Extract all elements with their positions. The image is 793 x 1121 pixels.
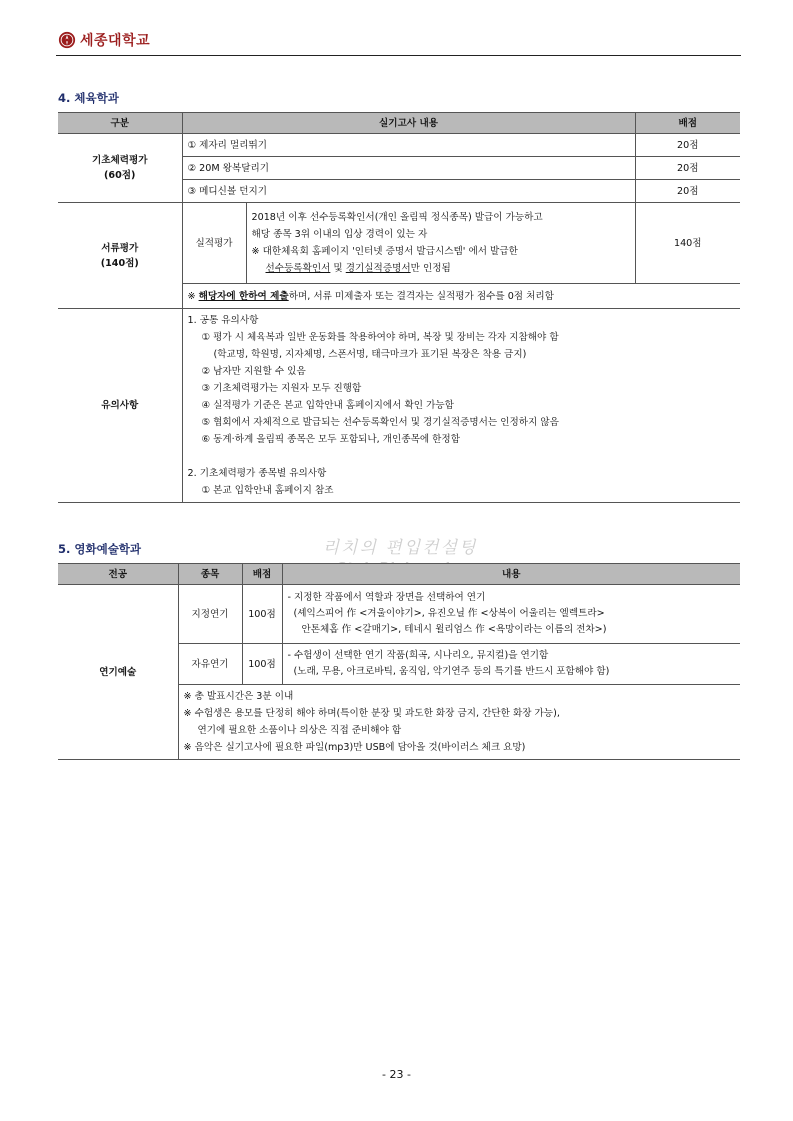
assigned-acting-content: - 지정한 작품에서 역할과 장면을 선택하여 연기 (셰익스피어 作 <겨울이야기>, 유진오닐 作 <상복이 어울리는 엘렉트라> 안톤체홉 作 <갈매기>, 테네시 윌리엄스 作 <욕망이라는 이름의 전차>) — [282, 585, 740, 644]
free-acting-label: 자유연기 — [178, 644, 242, 685]
section-5-title: 5. 영화예술학과 — [58, 542, 142, 556]
registration-cert-text: 선수등록확인서 — [265, 263, 331, 274]
notice-label: 유의사항 — [58, 309, 182, 503]
section-5-table — [58, 563, 740, 760]
basic-item-3-score: 20점 — [635, 180, 740, 203]
table-row — [58, 203, 740, 284]
free-acting-score: 100점 — [242, 644, 282, 685]
header-content: 실기고사 내용 — [182, 113, 635, 134]
header-category: 구분 — [58, 113, 182, 134]
basic-item-2: ② 20M 왕복달리기 — [182, 157, 635, 180]
table-header-row — [58, 564, 740, 585]
header-item: 종목 — [178, 564, 242, 585]
notice-line: ③ 기초체력평가는 지원자 모두 진행함 — [201, 383, 362, 394]
notice-line: ① 평가 시 체육복과 일반 운동화를 착용하여야 하며, 복장 및 장비는 각자 지참해야 함 — [201, 332, 559, 343]
university-name: 세종대학교 — [80, 33, 151, 49]
notice-line: ⑥ 동계·하계 올림픽 종목은 모두 포함되나, 개인종목에 한정함 — [201, 434, 460, 445]
acting-note-line: ※ 음악은 실기고사에 필요한 파일(mp3)만 USB에 담아올 것(바이러스 체크 요망) — [183, 742, 526, 753]
free-acting-content: - 수험생이 선택한 연기 작품(희곡, 시나리오, 뮤지컬)을 연기함 (노래, 무용, 아크로바틱, 움직임, 악기연주 등의 특기를 반드시 포함해야 함) — [282, 644, 740, 685]
acting-major-label: 연기예술 — [58, 585, 178, 760]
notice-line: 2. 기초체력평가 종목별 유의사항 — [187, 468, 327, 479]
table-row — [58, 134, 740, 157]
section-4-table — [58, 112, 740, 503]
notice-line: ⑤ 협회에서 자체적으로 발급되는 선수등록확인서 및 경기실적증명서는 인정하지 않음 — [201, 417, 559, 428]
document-footnote: ※ 해당자에 한하여 제출하며, 서류 미제출자 또는 결격자는 실적평가 점수를 0점 처리함 — [182, 284, 740, 309]
header-score: 배점 — [635, 113, 740, 134]
page-number: - 23 - — [382, 1068, 411, 1081]
watermark: 리치의 편입컨설팅 — [322, 538, 478, 558]
performance-eval-label: 실적평가 — [182, 203, 246, 284]
table-row — [58, 585, 740, 644]
university-seal-icon — [58, 31, 76, 49]
notice-content — [182, 309, 740, 503]
header-content: 내용 — [282, 564, 740, 585]
performance-cert-text: 경기실적증명서 — [345, 263, 411, 274]
basic-fitness-label: 기초체력평가 (60점) — [58, 134, 182, 203]
basic-item-1-score: 20점 — [635, 134, 740, 157]
notice-line: (학교명, 학원명, 지자체명, 스폰서명, 태극마크가 표기된 복장은 착용 금지) — [213, 349, 527, 360]
acting-notes — [178, 685, 740, 760]
performance-eval-description: 2018년 이후 선수등록확인서(개인 올림픽 정식종목) 발급이 가능하고 해당 종목 3위 이내의 입상 경력이 있는 자 ※ 대한체육회 홈페이지 '인터넷 증명서 발급시스템' 에서 발급한 선수등록확인서 및 경기실적증명서만 인정됨 — [246, 203, 635, 284]
notice-line: ④ 실적평가 기준은 본교 입학안내 홈페이지에서 확인 가능함 — [201, 400, 454, 411]
basic-item-3: ③ 메디신볼 던지기 — [182, 180, 635, 203]
document-eval-score: 140점 — [635, 203, 740, 284]
notice-line: ② 남자만 지원할 수 있음 — [201, 366, 306, 377]
acting-note-line: ※ 수험생은 용모를 단정히 해야 하며(특이한 분장 및 과도한 화장 금지, 간단한 화장 가능), — [183, 708, 560, 719]
basic-item-2-score: 20점 — [635, 157, 740, 180]
notice-line: 1. 공통 유의사항 — [187, 315, 259, 326]
assigned-acting-label: 지정연기 — [178, 585, 242, 644]
header-divider — [56, 55, 741, 56]
table-header-row — [58, 113, 740, 134]
acting-note-line: 연기에 필요한 소품이나 의상은 직접 준비해야 함 — [197, 725, 402, 736]
basic-item-1: ① 제자리 멀리뛰기 — [182, 134, 635, 157]
section-4-title: 4. 체육학과 — [58, 91, 119, 105]
page-header — [58, 28, 150, 52]
header-score: 배점 — [242, 564, 282, 585]
table-row — [58, 309, 740, 503]
assigned-acting-score: 100점 — [242, 585, 282, 644]
header-major: 전공 — [58, 564, 178, 585]
notice-line: ① 본교 입학안내 홈페이지 참조 — [201, 485, 334, 496]
acting-note-line: ※ 총 발표시간은 3분 이내 — [183, 691, 294, 702]
document-eval-label: 서류평가 (140점) — [58, 203, 182, 309]
